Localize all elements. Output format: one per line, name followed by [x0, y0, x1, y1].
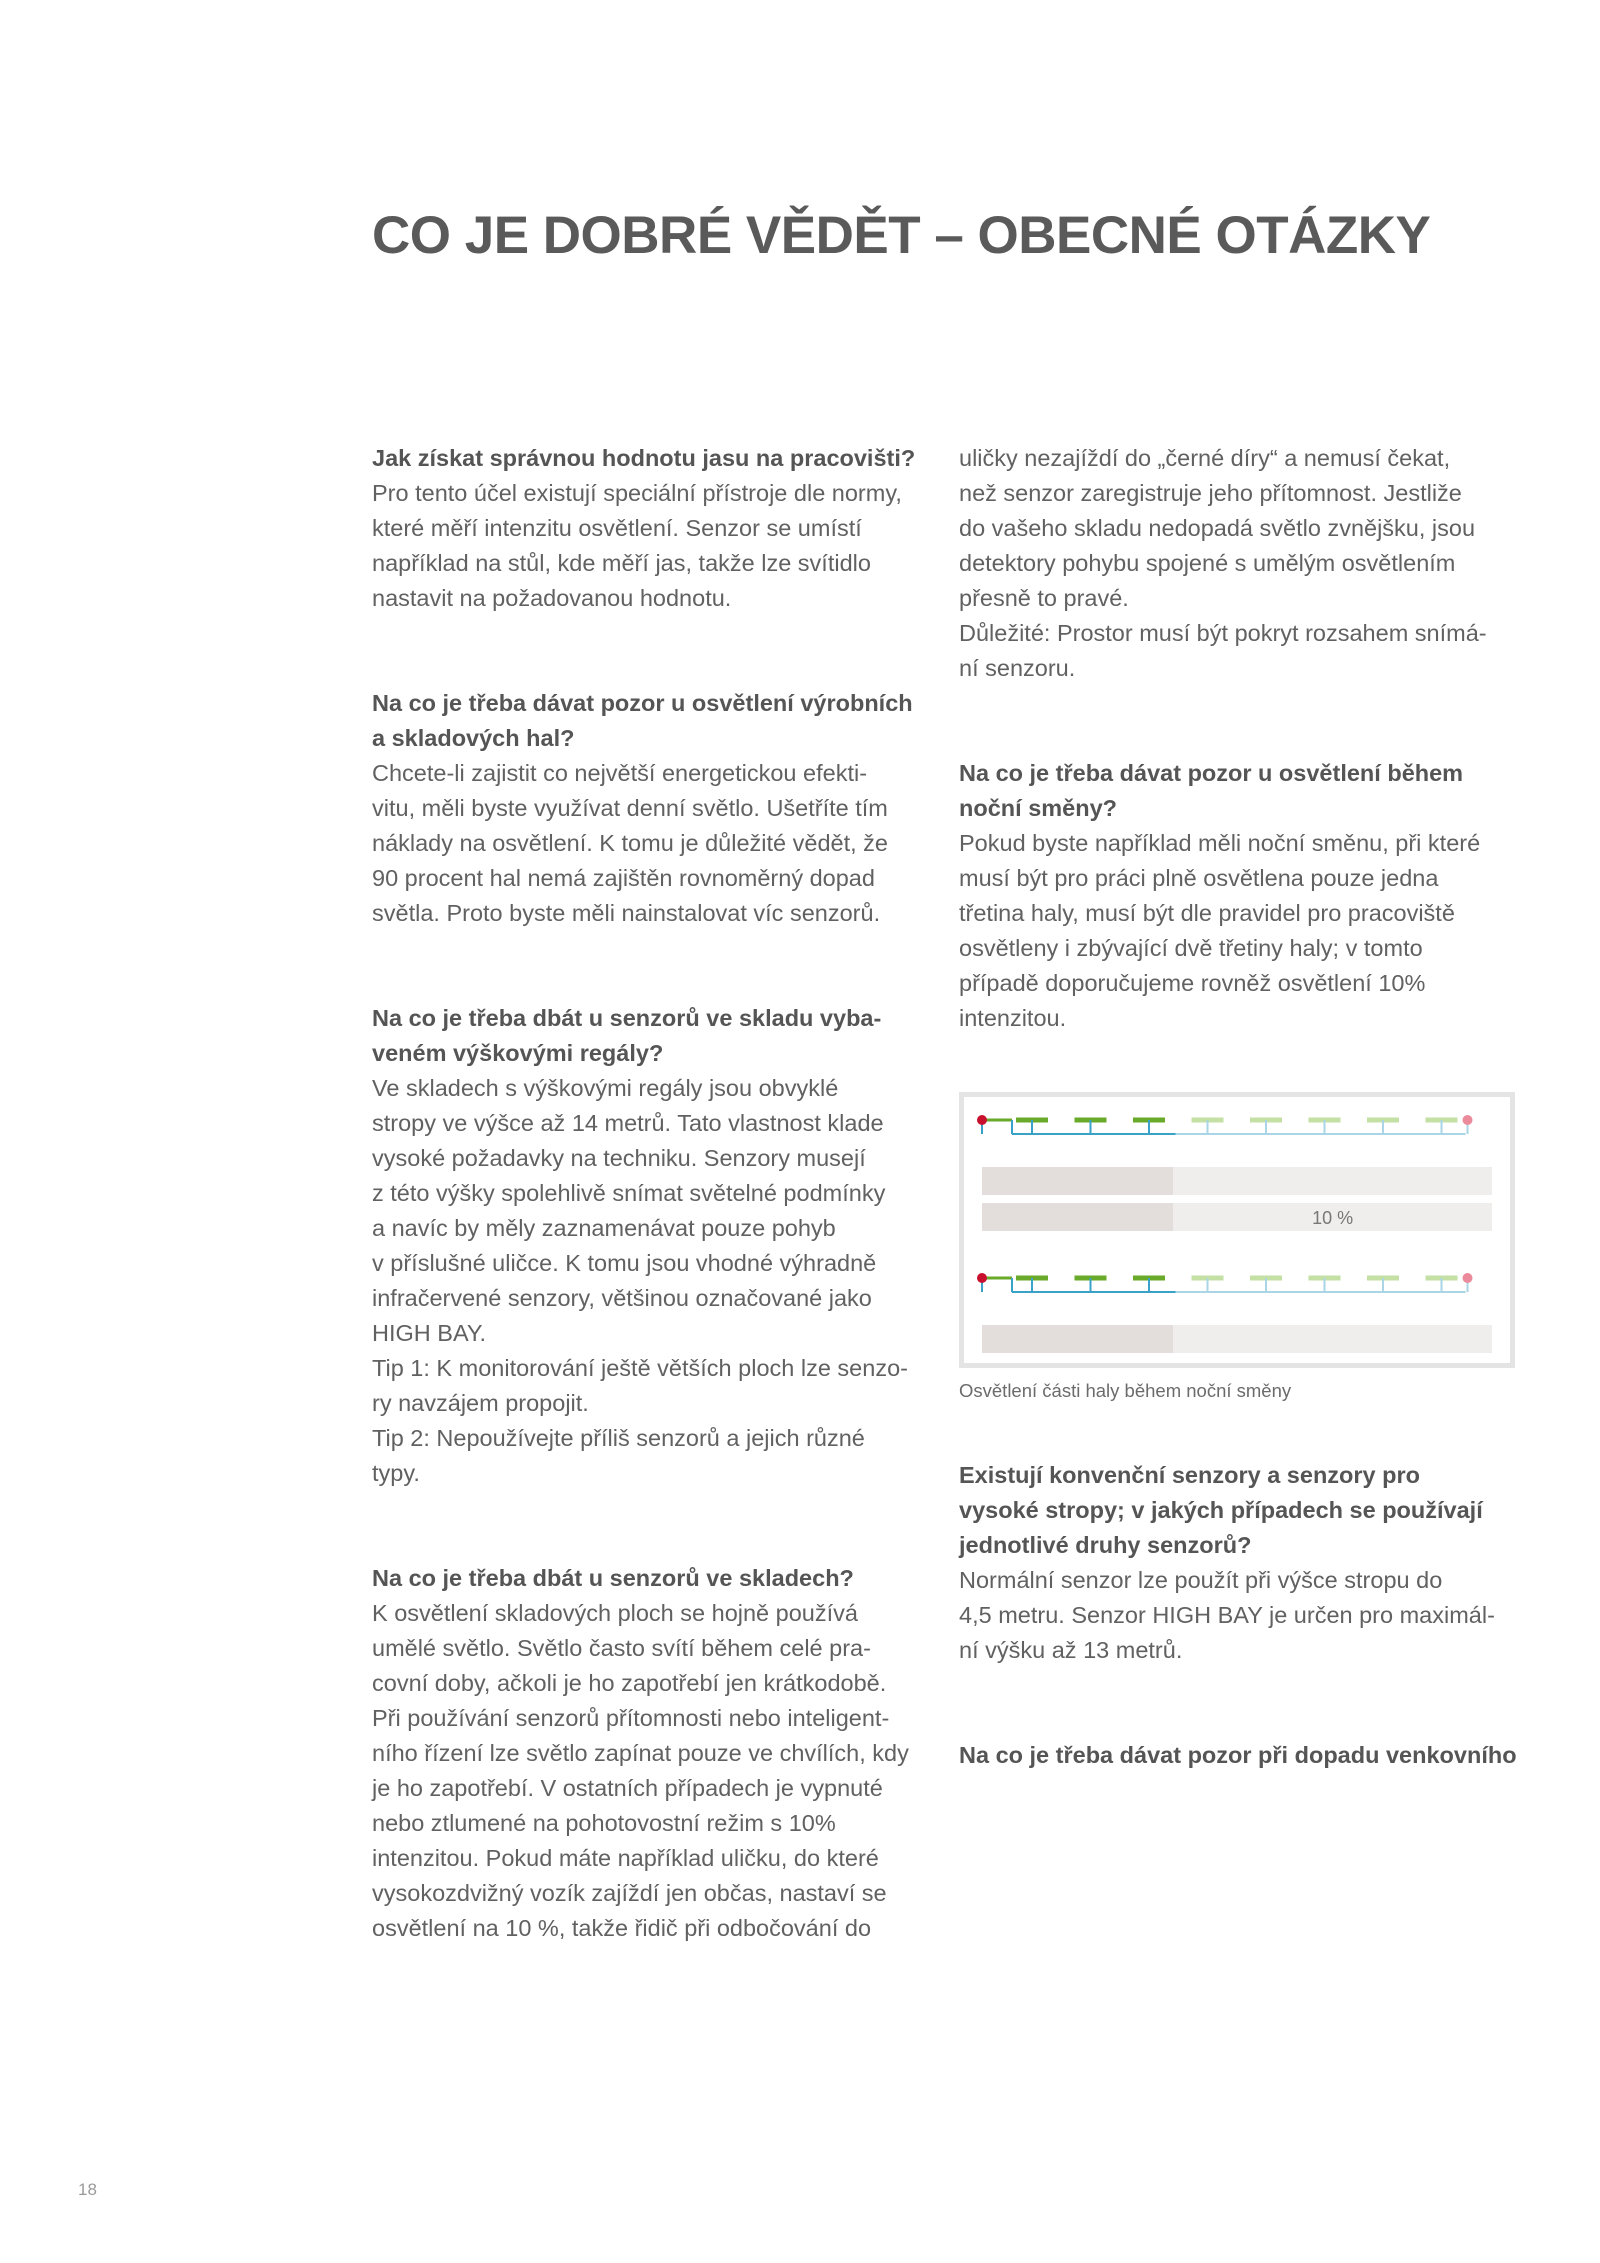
- faq-block: [959, 441, 1519, 686]
- faq-question-line: vysoké stropy; v jakých případech se používají: [959, 1497, 1483, 1523]
- faq-question-line: a skladových hal?: [372, 725, 575, 751]
- faq-answer-line: Chcete-li zajistit co největší energetickou efekti-: [372, 760, 868, 786]
- sensor-dimmed: [1463, 1115, 1473, 1125]
- lighting-diagram-graphic: [964, 1097, 1510, 1363]
- area-bar-lit: [982, 1167, 1173, 1195]
- faq-answer-line: detektory pohybu spojené s umělým osvětlením: [959, 550, 1456, 576]
- faq-answer-line: do vašeho skladu nedopadá světlo zvnějšku, jsou: [959, 515, 1476, 541]
- area-bar-dimmed: [1173, 1325, 1492, 1353]
- faq-answer-line: světla. Proto byste měli nainstalovat víc senzorů.: [372, 900, 881, 926]
- sensor-on: [977, 1115, 987, 1125]
- faq-answer-line: náklady na osvětlení. K tomu je důležité vědět, že: [372, 830, 889, 856]
- faq-answer-line: vysoké požadavky na techniku. Senzory musejí: [372, 1145, 866, 1171]
- faq-answer-line: přesně to pravé.: [959, 585, 1129, 611]
- faq-answer-line: intenzitou.: [959, 1005, 1067, 1031]
- left-column: [372, 441, 932, 2016]
- faq-answer-line: ry navzájem propojit.: [372, 1390, 589, 1416]
- right-column-top: [959, 441, 1519, 1106]
- faq-answer-line: Při používání senzorů přítomnosti nebo inteligent-: [372, 1705, 890, 1731]
- figure-caption: Osvětlení části haly během noční směny: [959, 1380, 1292, 1401]
- faq-question-line: jednotlivé druhy senzorů?: [959, 1532, 1252, 1558]
- faq-question-line: Na co je třeba dávat pozor u osvětlení během: [959, 760, 1464, 786]
- area-bar-lit: [982, 1325, 1173, 1353]
- faq-block: [372, 1561, 932, 1946]
- faq-answer-line: je ho zapotřebí. V ostatních případech je vypnuté: [372, 1775, 883, 1801]
- faq-answer-line: Pokud byste například měli noční směnu, při které: [959, 830, 1481, 856]
- faq-answer-line: nastavit na požadovanou hodnotu.: [372, 585, 732, 611]
- night-shift-lighting-diagram: [959, 1092, 1515, 1368]
- faq-answer-line: K osvětlení skladových ploch se hojně používá: [372, 1600, 858, 1626]
- faq-block: [959, 756, 1519, 1036]
- faq-question-line: noční směny?: [959, 795, 1118, 821]
- faq-question-line: Jak získat správnou hodnotu jasu na pracovišti?: [372, 445, 916, 471]
- faq-answer-line: osvětlení na 10 %, takže řidič při odbočování do: [372, 1915, 872, 1941]
- faq-answer-line: vysokozdvižný vozík zajíždí jen občas, nastaví se: [372, 1880, 887, 1906]
- right-column-bottom: [959, 1458, 1519, 1843]
- faq-block: [372, 1001, 932, 1491]
- sensor-on: [977, 1273, 987, 1283]
- faq-answer-line: infračervené senzory, většinou označované jako: [372, 1285, 872, 1311]
- faq-answer-line: typy.: [372, 1460, 420, 1486]
- page-number: 18: [78, 2180, 97, 2199]
- faq-question-line: Na co je třeba dbát u senzorů ve skladech?: [372, 1565, 854, 1591]
- faq-answer-line: intenzitou. Pokud máte například uličku, do které: [372, 1845, 879, 1871]
- faq-answer-line: Pro tento účel existují speciální přístroje dle normy,: [372, 480, 902, 506]
- faq-answer-line: Ve skladech s výškovými regály jsou obvyklé: [372, 1075, 839, 1101]
- page-title: CO JE DOBRÉ VĚDĚT – OBECNÉ OTÁZKY: [372, 206, 1431, 265]
- faq-question-line: Na co je třeba dávat pozor u osvětlení výrobních: [372, 690, 913, 716]
- faq-answer-line: nebo ztlumené na pohotovostní režim s 10%: [372, 1810, 836, 1836]
- faq-answer-line: které měří intenzitu osvětlení. Senzor se umístí: [372, 515, 862, 541]
- faq-answer-line: třetina haly, musí být dle pravidel pro pracoviště: [959, 900, 1455, 926]
- faq-question-line: veném výškovými regály?: [372, 1040, 664, 1066]
- faq-answer-line: z této výšky spolehlivě snímat světelné podmínky: [372, 1180, 886, 1206]
- faq-answer-line: covní doby, ačkoli je ho zapotřebí jen krátkodobě.: [372, 1670, 887, 1696]
- faq-answer-line: případě doporučujeme rovněž osvětlení 10%: [959, 970, 1426, 996]
- faq-answer-line: ní senzoru.: [959, 655, 1076, 681]
- faq-block: [372, 441, 932, 616]
- faq-answer-line: 4,5 metru. Senzor HIGH BAY je určen pro maximál-: [959, 1602, 1495, 1628]
- faq-answer-line: v příslušné uličce. K tomu jsou vhodné výhradně: [372, 1250, 877, 1276]
- faq-answer-line: než senzor zaregistruje jeho přítomnost. Jestliže: [959, 480, 1462, 506]
- faq-answer-line: uličky nezajíždí do „černé díry“ a nemusí čekat,: [959, 445, 1451, 471]
- faq-answer-line: například na stůl, kde měří jas, takže lze svítidlo: [372, 550, 871, 576]
- area-bar-dimmed: [1173, 1167, 1492, 1195]
- faq-answer-line: stropy ve výšce až 14 metrů. Tato vlastnost klade: [372, 1110, 884, 1136]
- faq-answer-line: vitu, měli byste využívat denní světlo. Ušetříte tím: [372, 795, 888, 821]
- faq-answer-line: ní výšku až 13 metrů.: [959, 1637, 1183, 1663]
- faq-question-line: Existují konvenční senzory a senzory pro: [959, 1462, 1421, 1488]
- faq-answer-line: HIGH BAY.: [372, 1320, 487, 1346]
- faq-answer-line: musí být pro práci plně osvětlena pouze jedna: [959, 865, 1439, 891]
- faq-question-line: Na co je třeba dbát u senzorů ve skladu vyba-: [372, 1005, 882, 1031]
- faq-block: [959, 1738, 1519, 1773]
- faq-answer-line: ního řízení lze světlo zapínat pouze ve chvílích, kdy: [372, 1740, 909, 1766]
- faq-answer-line: 90 procent hal nemá zajištěn rovnoměrný dopad: [372, 865, 875, 891]
- faq-answer-line: Normální senzor lze použít při výšce stropu do: [959, 1567, 1443, 1593]
- faq-answer-line: Tip 1: K monitorování ještě větších ploch lze senzo-: [372, 1355, 908, 1381]
- faq-answer-line: osvětleny i zbývající dvě třetiny haly; v tomto: [959, 935, 1423, 961]
- faq-answer-line: a navíc by měly zaznamenávat pouze pohyb: [372, 1215, 836, 1241]
- faq-answer-line: Tip 2: Nepoužívejte příliš senzorů a jejich různé: [372, 1425, 865, 1451]
- area-bar-lit: [982, 1203, 1173, 1231]
- ten-percent-label: 10 %: [1312, 1208, 1354, 1228]
- faq-question-line: Na co je třeba dávat pozor při dopadu venkovního: [959, 1742, 1517, 1768]
- faq-block: [959, 1458, 1519, 1668]
- sensor-dimmed: [1463, 1273, 1473, 1283]
- faq-answer-line: Důležité: Prostor musí být pokryt rozsahem snímá-: [959, 620, 1487, 646]
- faq-block: [372, 686, 932, 931]
- faq-answer-line: umělé světlo. Světlo často svítí během celé pra-: [372, 1635, 871, 1661]
